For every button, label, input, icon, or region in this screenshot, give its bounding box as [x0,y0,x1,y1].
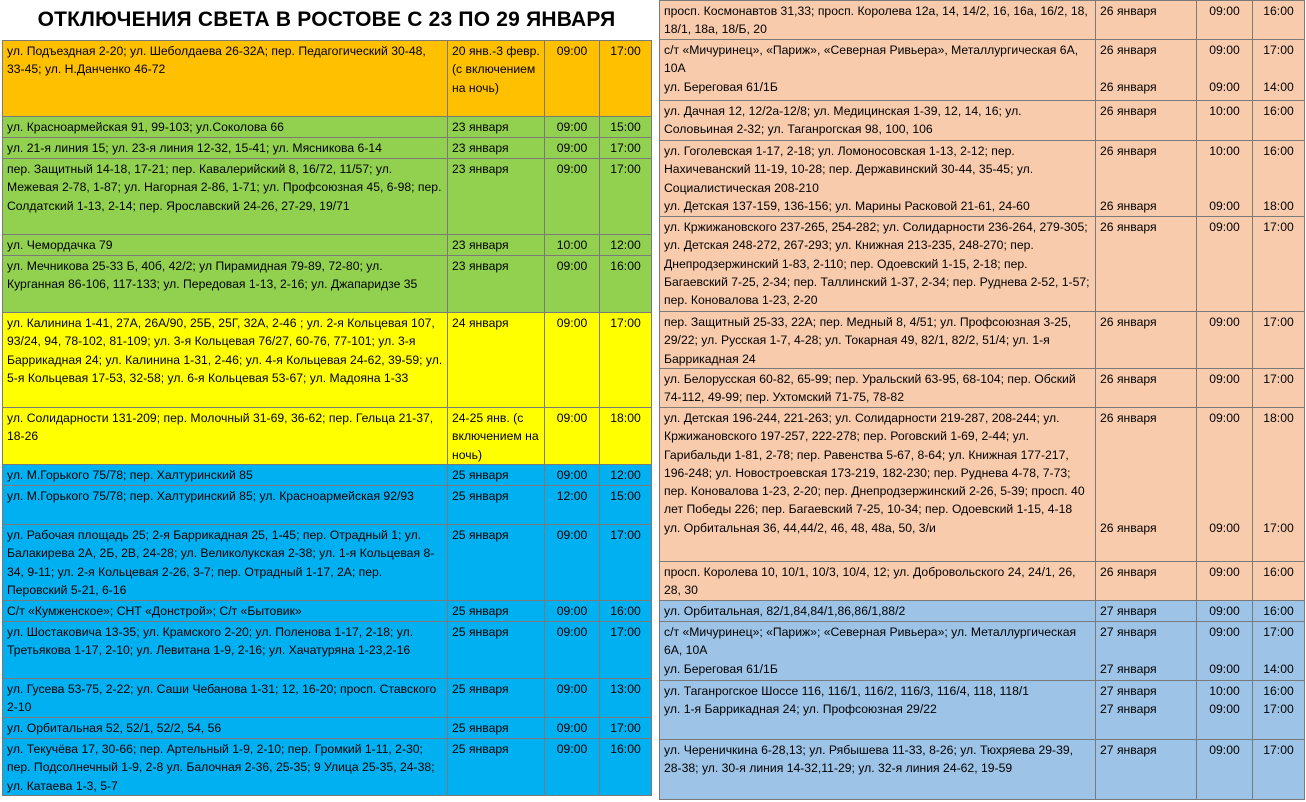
start-time-cell [545,408,600,465]
end-time-text: 17:00 [610,625,641,639]
start-time-cell [545,465,600,486]
end-time-text: 17:00 [1263,220,1294,234]
right-row [660,312,1305,369]
address-text: ул. 1-я Баррикадная 24; ул. Профсоюзная 29/22 [664,702,937,717]
date-cell [1096,101,1197,141]
date-text: 26 января [1100,199,1157,214]
address-text: ул. Гоголевская 1-17, 2-18; ул. Ломоносовская 1-13, 2-12; пер. Нахичеванский 11-19, 10-28; пер. Державинский 30-44, 35-45; ул. Социалистическая 208-210 [664,144,1034,195]
right-row [660,369,1305,408]
address-text: ул. 21-я линия 15; ул. 23-я линия 12-32, 15-41; ул. Мясникова 6-14 [7,141,382,155]
date-text: 23 января [452,120,509,134]
date-text: 25 января [452,604,509,618]
address-cell [3,408,448,465]
end-time-text: 16:00 [1263,4,1294,18]
end-time-text: 12:00 [610,238,641,252]
start-time-cell [1197,622,1253,681]
right-row [660,217,1305,312]
address-text: ул. Береговая 61/1Б [664,661,778,676]
start-time-cell [1197,40,1253,101]
address-text: ул. Солидарности 131-209; пер. Молочный 31-69, 36-62; пер. Гельца 21-37, 18-26 [7,411,434,444]
date-text: 26 января [1100,104,1157,118]
left-row [3,739,652,796]
end-time-text: 12:00 [610,468,641,482]
date-cell [448,408,545,465]
start-time-text: 10:00 [556,238,588,252]
start-time-cell [545,117,600,138]
address-cell [660,740,1096,800]
left-row [3,525,652,601]
start-time-text: 09:00 [556,604,588,618]
date-cell [1096,740,1197,800]
address-cell [660,408,1096,562]
end-time-cell [1253,369,1305,408]
left-row [3,159,652,235]
right-row [660,1,1305,40]
date-text: 26 января [1100,4,1157,18]
date-text: 27 января [1100,684,1157,698]
date-cell [1096,408,1197,562]
address-text: ул. Детская 196-244, 221-263; ул. Солидарности 219-287, 208-244; ул. Кржижановского 197-257, 222-278; пер. Роговский 1-69, 2-44; ул. Гарибальди 1-81, 2-78; пер. Равенства 5-67, 8-64; ул. Книжная 177-217, 196-248; ул. Новостроевская 173-219, 182-230; пер. Руднева 4-78, 7-73; пер. Коновалова 1-23, 2-20; пер. Днепродзержинский 2-26, 5-39; просп. 40 лет Победы 226; пер. Багаевский 7-25, 10-34; пер. Одоевский 1-15, 4-18 [664,411,1085,517]
start-time-cell [1197,217,1253,312]
address-cell [660,681,1096,740]
date-text: 24 января [452,316,509,330]
date-text: 24-25 янв. (с включением на ночь) [452,411,539,462]
left-row [3,408,652,465]
start-time-cell [545,739,600,796]
address-cell [660,141,1096,217]
start-time-text: 09:00 [1209,604,1240,618]
date-text: 26 января [1100,315,1157,329]
end-time-text: 15:00 [610,120,641,134]
start-time-text: 09:00 [1209,43,1240,57]
end-time-cell [600,408,652,465]
end-time-cell [1253,601,1305,622]
start-time-text: 09:00 [556,528,588,542]
date-text: 26 января [1100,521,1157,536]
address-cell [3,117,448,138]
end-time-cell [1253,622,1305,681]
end-time-cell [600,718,652,739]
end-time-text: 17:00 [1263,702,1294,717]
start-time-text: 09:00 [556,120,588,134]
start-time-text: 10:00 [1209,104,1240,118]
date-text: 27 января [1100,662,1157,677]
address-text: ул. Текучёва 17, 30-66; пер. Артельный 1-9, 2-10; пер. Громкий 1-11, 2-30; пер. Подсолнечный 1-9, 2-8 ул. Балочная 2-36, 25-35; 9 Улица 25-35, 24-38; ул. Катаева 1-3, 5-7 [7,742,435,793]
date-cell [448,256,545,313]
address-text: ул. Таганрогское Шоссе 116, 116/1, 116/2, 116/3, 116/4, 118, 118/1 [664,684,1030,698]
address-text: ул. Белорусская 60-82, 65-99; пер. Уральский 63-95, 68-104; пер. Обский 74-112, 49-99; пер. Ухтомский 71-75, 78-82 [664,372,1076,405]
start-time-text: 09:00 [1209,372,1240,386]
end-time-text: 17:00 [610,44,641,58]
start-time-text: 09:00 [1209,4,1240,18]
start-time-cell [545,41,600,117]
start-time-text: 09:00 [556,141,588,155]
date-cell [1096,601,1197,622]
end-time-text: 17:00 [1263,43,1294,57]
start-time-text: 09:00 [1209,521,1240,536]
end-time-text: 17:00 [610,528,641,542]
start-time-text: 09:00 [556,316,588,330]
date-cell [448,718,545,739]
address-cell [660,622,1096,681]
end-time-cell [1253,1,1305,40]
start-time-text: 09:00 [1209,315,1240,329]
address-cell [660,217,1096,312]
date-text: 25 января [452,682,509,696]
end-time-cell [1253,408,1305,562]
left-outage-table [2,40,652,796]
end-time-text: 16:00 [1263,104,1294,118]
start-time-text: 09:00 [1209,220,1240,234]
left-row [3,622,652,679]
address-cell [3,235,448,256]
end-time-text: 18:00 [1263,411,1294,425]
end-time-text: 16:00 [1263,144,1294,158]
end-time-text: 17:00 [610,141,641,155]
address-text: ул. Орбитальная, 82/1,84,84/1,86,86/1,88/2 [664,604,906,618]
end-time-cell [600,235,652,256]
end-time-text: 17:00 [1263,743,1294,757]
address-text: пер. Защитный 14-18, 17-21; пер. Кавалерийский 8, 16/72, 11/57; ул. Межевая 2-78, 1-87; ул. Нагорная 2-86, 1-71; ул. Профсоюзная 45, 6-98; пер. Солдатский 1-13, 2-14; пер. Ярославский 24-26, 27-29, 19/71 [7,162,442,213]
end-time-text: 16:00 [610,604,641,618]
start-time-text: 09:00 [556,44,588,58]
end-time-cell [1253,681,1305,740]
end-time-cell [600,256,652,313]
start-time-cell [545,486,600,525]
end-time-text: 13:00 [610,682,641,696]
end-time-cell [1253,40,1305,101]
address-text: ул. Подъездная 2-20; ул. Шеболдаева 26-32А; пер. Педагогический 30-48, 33-45; ул. Н.Данченко 46-72 [7,44,426,77]
date-cell [1096,217,1197,312]
address-text: просп. Королева 10, 10/1, 10/3, 10/4, 12; ул. Добровольского 24, 24/1, 26, 28, 30 [664,565,1076,598]
end-time-cell [600,159,652,235]
address-cell [3,601,448,622]
start-time-text: 09:00 [556,682,588,696]
address-text: ул. Рабочая площадь 25; 2-я Баррикадная 25, 1-45; пер. Отрадный 1; ул. Балакирева 2А, 2Б, 2В, 24-28; ул. Великолукская 2-38; ул. 1-я Кольцевая 8-34, 9-11; ул. 2-я Кольцевая 2-26, 3-7; пер. Отрадный 1-17, 2А; пер. Перовский 5-21, 6-16 [7,528,435,597]
address-text: просп. Космонавтов 31,33; просп. Королева 12а, 14, 14/2, 16, 16а, 16/2, 18, 18/1, 18а, 18/Б, 20 [664,4,1088,37]
address-text: пер. Защитный 25-33, 22А; пер. Медный 8, 4/51; ул. Профсоюзная 3-25, 29/22; ул. Русская 1-7, 4-28; ул. Токарная 49, 82/1, 82/2, 51/4; ул. 1-я Баррикадная 24 [664,315,1072,366]
address-text: ул. М.Горького 75/78; пер. Халтуринский 85 [7,468,253,482]
start-time-text: 09:00 [556,721,588,735]
start-time-cell [545,256,600,313]
end-time-text: 17:00 [610,316,641,330]
address-cell [3,679,448,718]
date-text: 26 января [1100,565,1157,579]
date-text: 27 января [1100,604,1157,618]
end-time-cell [600,41,652,117]
date-cell [448,622,545,679]
address-cell [3,138,448,159]
address-text: с/т «Мичуринец»; «Париж»; «Северная Ривьера»; ул. Металлургическая 6А, 10А [664,625,1077,658]
start-time-cell [1197,1,1253,40]
start-time-cell [1197,601,1253,622]
address-text: ул. Орбитальная 52, 52/1, 52/2, 54, 56 [7,721,222,735]
date-text: 27 января [1100,702,1157,717]
date-text: 25 января [452,625,509,639]
address-text: ул. Береговая 61/1Б [664,79,778,94]
address-cell [660,562,1096,601]
end-time-text: 16:00 [610,742,641,756]
date-text: 27 января [1100,625,1157,639]
left-row [3,465,652,486]
left-row [3,679,652,718]
date-text: 25 января [452,468,509,482]
start-time-cell [1197,408,1253,562]
date-cell [1096,562,1197,601]
end-time-cell [600,679,652,718]
date-cell [448,159,545,235]
date-cell [448,313,545,408]
page-title: ОТКЛЮЧЕНИЯ СВЕТА В РОСТОВЕ С 23 ПО 29 ЯНВАРЯ [37,8,616,31]
right-row [660,562,1305,601]
date-cell [1096,40,1197,101]
address-cell [3,622,448,679]
left-row [3,486,652,525]
end-time-text: 17:00 [1263,521,1294,536]
end-time-text: 18:00 [610,411,641,425]
left-row [3,256,652,313]
start-time-text: 09:00 [556,411,588,425]
end-time-text: 16:00 [1263,604,1294,618]
start-time-cell [1197,681,1253,740]
end-time-text: 14:00 [1263,80,1294,95]
left-row [3,41,652,117]
date-text: 25 января [452,742,509,756]
end-time-cell [600,117,652,138]
address-text: ул. Кржижановского 237-265, 254-282; ул. Солидарности 236-264, 279-305; ул. Детская 248-272, 267-293; ул. Книжная 213-235, 248-270; пер. Днепродзержинский 1-83, 2-110; пер. Одоевский 1-15, 2-18; пер. Багаевский 7-25, 2-34; пер. Таллинский 1-37, 2-34; пер. Руднева 2-52, 1-57; пер. Коновалова 1-23, 2-20 [664,220,1090,308]
start-time-cell [1197,101,1253,141]
end-time-cell [600,465,652,486]
date-text: 23 января [452,238,509,252]
date-cell [448,739,545,796]
address-cell [3,465,448,486]
right-row [660,601,1305,622]
start-time-text: 09:00 [1209,702,1240,717]
address-cell [660,101,1096,141]
end-time-text: 15:00 [610,489,641,503]
date-text: 25 января [452,528,509,542]
start-time-cell [545,313,600,408]
start-time-text: 09:00 [556,625,588,639]
start-time-text: 09:00 [1209,565,1240,579]
end-time-cell [600,525,652,601]
date-cell [448,117,545,138]
address-cell [3,718,448,739]
end-time-text: 16:00 [1263,565,1294,579]
start-time-cell [545,159,600,235]
right-row [660,622,1305,681]
end-time-text: 14:00 [1263,662,1294,677]
right-row [660,141,1305,217]
right-outage-table [659,0,1305,800]
end-time-cell [1253,312,1305,369]
address-cell [660,601,1096,622]
date-text: 23 января [452,162,509,176]
start-time-cell [545,235,600,256]
date-text: 26 января [1100,80,1157,95]
end-time-text: 16:00 [1263,684,1294,698]
date-text: 26 января [1100,411,1157,425]
address-cell [3,41,448,117]
left-row [3,313,652,408]
end-time-cell [600,622,652,679]
date-cell [448,138,545,159]
date-cell [1096,369,1197,408]
end-time-cell [1253,101,1305,141]
end-time-text: 16:00 [610,259,641,273]
left-row [3,601,652,622]
date-text: 25 января [452,721,509,735]
end-time-cell [600,313,652,408]
start-time-text: 09:00 [556,162,588,176]
start-time-cell [1197,369,1253,408]
right-row [660,101,1305,141]
left-row [3,117,652,138]
right-row [660,740,1305,800]
date-cell [448,601,545,622]
date-text: 26 января [1100,144,1157,158]
end-time-cell [1253,562,1305,601]
left-row [3,235,652,256]
start-time-text: 09:00 [1209,662,1240,677]
address-cell [3,256,448,313]
date-text: 26 января [1100,220,1157,234]
address-text: ул. Гусева 53-75, 2-22; ул. Саши Чебанова 1-31; 12, 16-20; просп. Ставского 2-10 [7,682,437,715]
right-row [660,40,1305,101]
right-row [660,681,1305,740]
end-time-cell [1253,141,1305,217]
start-time-cell [545,601,600,622]
address-text: ул. Шостаковича 13-35; ул. Крамского 2-20; ул. Поленова 1-17, 2-18; ул. Третьякова 1-17, 2-10; ул. Левитана 1-9, 2-16; ул. Хачатуряна 1-23,2-16 [7,625,414,658]
start-time-cell [545,622,600,679]
start-time-cell [1197,740,1253,800]
start-time-cell [1197,312,1253,369]
address-cell [3,739,448,796]
start-time-text: 09:00 [1209,743,1240,757]
address-cell [660,40,1096,101]
end-time-text: 17:00 [1263,372,1294,386]
address-text: ул. Дачная 12, 12/2а-12/8; ул. Медицинская 1-39, 12, 14, 16; ул. Соловьиная 2-32; ул. Таганрогская 98, 100, 106 [664,104,1022,137]
address-cell [660,312,1096,369]
date-cell [1096,1,1197,40]
date-text: 20 янв.-3 февр. (с включением на ночь) [452,44,540,95]
end-time-text: 17:00 [1263,315,1294,329]
date-text: 23 января [452,141,509,155]
end-time-text: 17:00 [610,721,641,735]
start-time-text: 09:00 [1209,199,1240,214]
start-time-text: 09:00 [1209,625,1240,639]
address-text: ул. Детская 137-159, 136-156; ул. Марины Расковой 21-61, 24-60 [664,198,1030,213]
left-row [3,138,652,159]
end-time-text: 18:00 [1263,199,1294,214]
address-text: ул. Орбитальная 36, 44,44/2, 46, 48, 48а, 50, 3/и [664,520,936,535]
address-text: ул. Чемордачка 79 [7,238,113,252]
date-text: 25 января [452,489,509,503]
date-cell [448,525,545,601]
left-row [3,718,652,739]
address-text: С/т «Кумженское»; СНТ «Донстрой»; С/т «Бытовик» [7,604,302,618]
date-text: 26 января [1100,43,1157,57]
start-time-text: 09:00 [556,259,588,273]
end-time-cell [1253,217,1305,312]
date-cell [448,486,545,525]
date-text: 27 января [1100,743,1157,757]
address-text: ул. Калинина 1-41, 27А, 26А/90, 25Б, 25Г, 32А, 2-46 ; ул. 2-я Кольцевая 107, 93/24, 94, 78-102, 81-109; ул. 3-я Кольцевая 76/27, 60-76, 77-101; ул. 3-я Баррикадная 24; ул. Калинина 1-31, 2-46; ул. 4-я Кольцевая 24-62, 39-59; ул. 5-я Кольцевая 17-53, 32-58; ул. 6-я Кольцевая 53-67; ул. Мадояна 1-33 [7,316,443,385]
end-time-text: 17:00 [610,162,641,176]
start-time-cell [545,138,600,159]
date-text: 23 января [452,259,509,273]
address-cell [3,159,448,235]
date-text: 26 января [1100,372,1157,386]
start-time-text: 09:00 [1209,80,1240,95]
end-time-cell [600,138,652,159]
start-time-cell [1197,562,1253,601]
date-cell [1096,681,1197,740]
start-time-text: 09:00 [556,468,588,482]
end-time-cell [600,601,652,622]
address-cell [660,1,1096,40]
date-cell [448,41,545,117]
date-cell [1096,141,1197,217]
date-cell [448,679,545,718]
date-cell [1096,622,1197,681]
start-time-cell [545,679,600,718]
address-cell [3,313,448,408]
start-time-text: 10:00 [1209,684,1240,698]
end-time-cell [600,739,652,796]
end-time-cell [600,486,652,525]
start-time-cell [545,525,600,601]
start-time-text: 12:00 [556,489,588,503]
start-time-text: 10:00 [1209,144,1240,158]
address-text: ул. Череничкина 6-28,13; ул. Рябышева 11-33, 8-26; ул. Тюхряева 29-39, 28-38; ул. 30-я линия 14-32,11-29; ул. 32-я линия 24-62, 19-59 [664,743,1074,776]
address-cell [3,525,448,601]
start-time-text: 09:00 [1209,411,1240,425]
address-text: ул. Красноармейская 91, 99-103; ул.Соколова 66 [7,120,284,134]
start-time-cell [545,718,600,739]
address-cell [660,369,1096,408]
end-time-cell [1253,740,1305,800]
address-cell [3,486,448,525]
date-cell [1096,312,1197,369]
date-cell [448,235,545,256]
start-time-text: 09:00 [556,742,588,756]
start-time-cell [1197,141,1253,217]
right-row [660,408,1305,562]
address-text: ул. Мечникова 25-33 Б, 40б, 42/2; ул Пирамидная 79-89, 72-80; ул. Курганная 86-106, 117-133; ул. Передовая 1-13, 2-16; ул. Джапаридзе 35 [7,259,418,292]
address-text: с/т «Мичуринец», «Париж», «Северная Ривьера», Металлургическая 6А, 10А [664,43,1079,76]
date-cell [448,465,545,486]
address-text: ул. М.Горького 75/78; пер. Халтуринский 85; ул. Красноармейская 92/93 [7,489,414,503]
end-time-text: 17:00 [1263,625,1294,639]
